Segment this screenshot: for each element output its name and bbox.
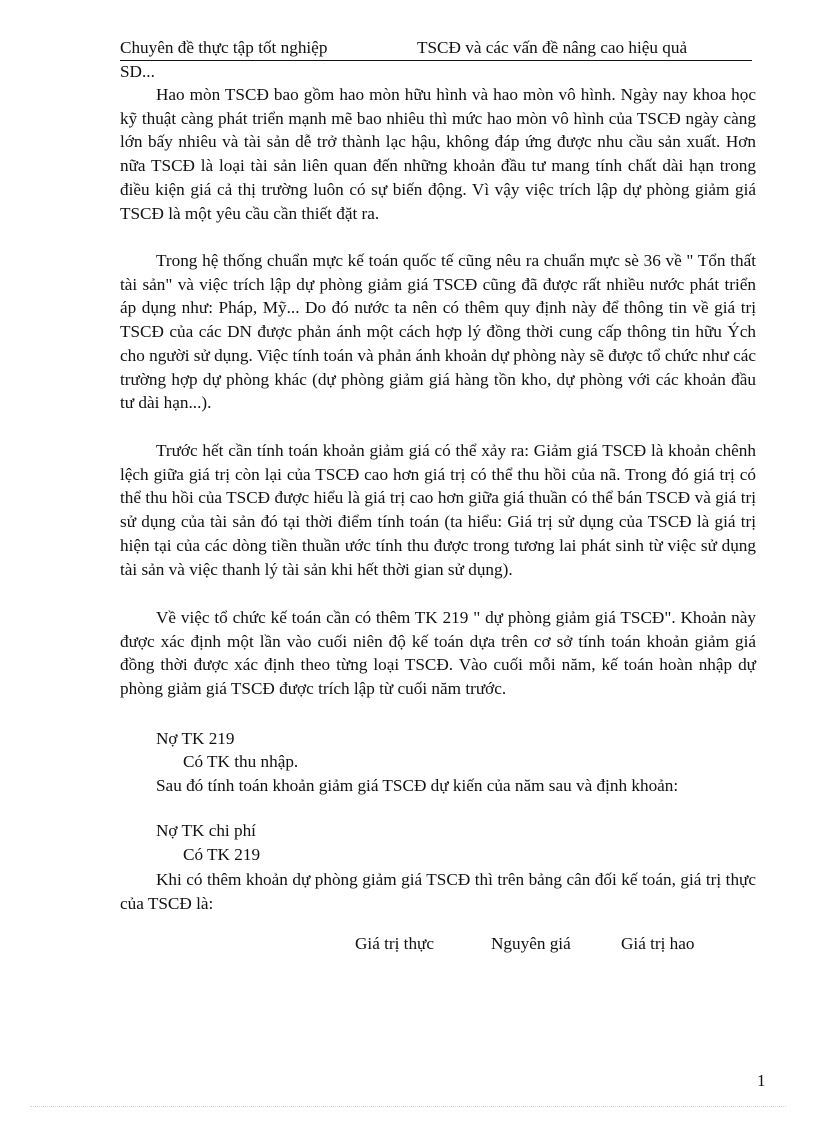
entry2-debit: Nợ TK chi phí: [156, 821, 256, 840]
header-right-title: TSCĐ và các vấn đề nâng cao hiệu quả: [417, 38, 688, 57]
entry1-debit: Nợ TK 219: [156, 729, 235, 748]
paragraph-closing: Khi có thêm khoản dự phòng giảm giá TSCĐ thì trên bảng cân đối kế toán, giá trị thực của TSCĐ là:: [120, 870, 756, 913]
header-continuation: SD...: [120, 62, 155, 81]
page-number: 1: [757, 1071, 766, 1090]
entry2-credit: Có TK 219: [183, 845, 261, 864]
paragraph-calculation: Trước hết cần tính toán khoản giảm giá có thể xảy ra: Giảm giá TSCĐ là khoản chênh lệch giữa giá trị còn lại của TSCĐ cao hơn giá trị có thể thu hồi của nã. Trong đó giá trị có thể thu hồi của TSCĐ được hiểu là giá trị cao hơn giữa giá thuần có thể bán TSCĐ và giá trị sử dụng của tài sản đó tại thời điểm tính toán (ta hiểu: Giá trị sử dụng của TSCĐ là giá trị hiện tại của các dòng tiền thuần ước tính thu được trong tương lai phát sinh từ việc sử dụng tài sản và việc thanh lý tài sản khi hết thời gian sử dụng).: [120, 441, 756, 579]
paragraph-accounting: Về việc tổ chức kế toán cần có thêm TK 219 " dự phòng giảm giá TSCĐ". Khoản này được xác định một lần vào cuối niên độ kế toán dựa trên cơ sở tính toán khoản giảm giá đồng thời được xác định theo từng loại TSCĐ. Vào cuối mỗi năm, kế toán hoàn nhập dự phòng giảm giá TSCĐ được trích lập từ cuối năm trước.: [120, 608, 756, 699]
after-entry1-text: Sau đó tính toán khoản giảm giá TSCĐ dự kiến của năm sau và định khoản:: [156, 776, 679, 795]
header-left-title: Chuyên đề thực tập tốt nghiệp: [120, 38, 328, 57]
page-header: [120, 38, 752, 61]
formula-term-real-value: Giá trị thực: [355, 934, 434, 953]
paragraph-standards: Trong hệ thống chuẩn mực kế toán quốc tế cũng nêu ra chuẩn mực sè 36 về " Tổn thất tài sản" và việc trích lập dự phòng giảm giá TSCĐ cũng đã được rất nhiều nước phát triển áp dụng như: Pháp, Mỹ... Do đó nước ta nên có thêm quy định này để thông tin về giá trị TSCĐ của các DN được phản ánh một cách hợp lý đồng thời cung cấp thông tin hữu Ých cho người sử dụng. Việc tính toán và phản ánh khoản dự phòng này sẽ được tổ chức như các trường hợp dự phòng khác (dự phòng giảm giá hàng tồn kho, dự phòng với các khoản đầu tư dài hạn...).: [120, 251, 756, 413]
page-bottom-divider: [30, 1106, 786, 1107]
paragraph-depreciation: Hao mòn TSCĐ bao gồm hao mòn hữu hình và hao mòn vô hình. Ngày nay khoa học kỹ thuật càng phát triển mạnh mẽ bao nhiêu thì mức hao mòn vô hình của TSCĐ ngày càng lớn bấy nhiêu và tài sản dễ trở thành lạc hậu, không đáp ứng được nhu cầu sản xuất. Hơn nữa TSCĐ là loại tài sản liên quan đến những khoản đầu tư mang tính chất dài hạn trong điều kiện giá cả thị trường luôn có sự biến động. Vì vậy việc trích lập dự phòng giảm giá TSCĐ là một yêu cầu cần thiết đặt ra.: [120, 85, 756, 223]
entry1-credit: Có TK thu nhập.: [183, 752, 299, 771]
formula-term-depreciation: Giá trị hao: [621, 934, 695, 953]
formula-term-original-cost: Nguyên giá: [491, 934, 571, 953]
